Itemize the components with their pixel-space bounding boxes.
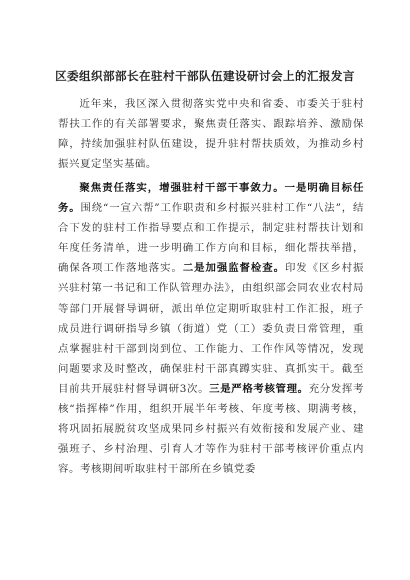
point2-text: 印发《区乡村振兴驻村第一书记和工作队管理办法》，由组织部会同农业农村局等部门开展督导调研，派出单位定期听取驻村工作汇报，班子成员进行调研指导乡镇（街道）党（工）委负责日常管理，重点掌握驻村干部到岗到位、工作能力、工作作风等情况，发现问题要求及时整改，确保驻村干部真蹲实驻、真抓实干。截至目前共开展驻村督导调研3次。 (58, 262, 364, 395)
document-title: 区委组织部部长在驻村干部队伍建设研讨会上的汇报发言 (55, 69, 355, 83)
point1-text: 围绕“一宣六帮”工作职责和乡村振兴驻村工作“八法”，结合下发的驻村工作指导要点和工作提示，制定驻村帮扶计划和年度任务清单，进一步明确工作方向和目标，细化帮扶举措，确保各项工作落地落实。 (58, 202, 364, 275)
point2-label: 二是加强监督检查。 (182, 262, 285, 275)
body-paragraph (58, 178, 364, 580)
point3-text: 充分发挥考核“指挥棒”作用，组织开展半年考核、年度考核、期满考核，将巩固拓展脱贫攻坚成果同乡村振兴有效衔接和发展产业、建强班子、乡村治理、引育人才等作为驻村干部考核评价重点内容。考核期间听取驻村干部所在乡镇党委 (58, 382, 364, 476)
intro-paragraph (58, 94, 364, 176)
point3-label: 三是严格考核管理。 (209, 382, 309, 395)
section-heading: 聚焦责任落实，增强驻村干部干事敛力。 (79, 182, 285, 194)
intro-paragraph-text: 近年来，我区深入贯彻落实党中央和省委、市委关于驻村帮扶工作的有关部署要求，聚焦责任落实、跟踪培养、激励保障，持续加强驻村队伍建设，提升驻村帮扶质效，为推动乡村振兴夏定坚实基础。 (58, 98, 364, 171)
point1-label: 一是明确目标任务。 (58, 182, 364, 215)
